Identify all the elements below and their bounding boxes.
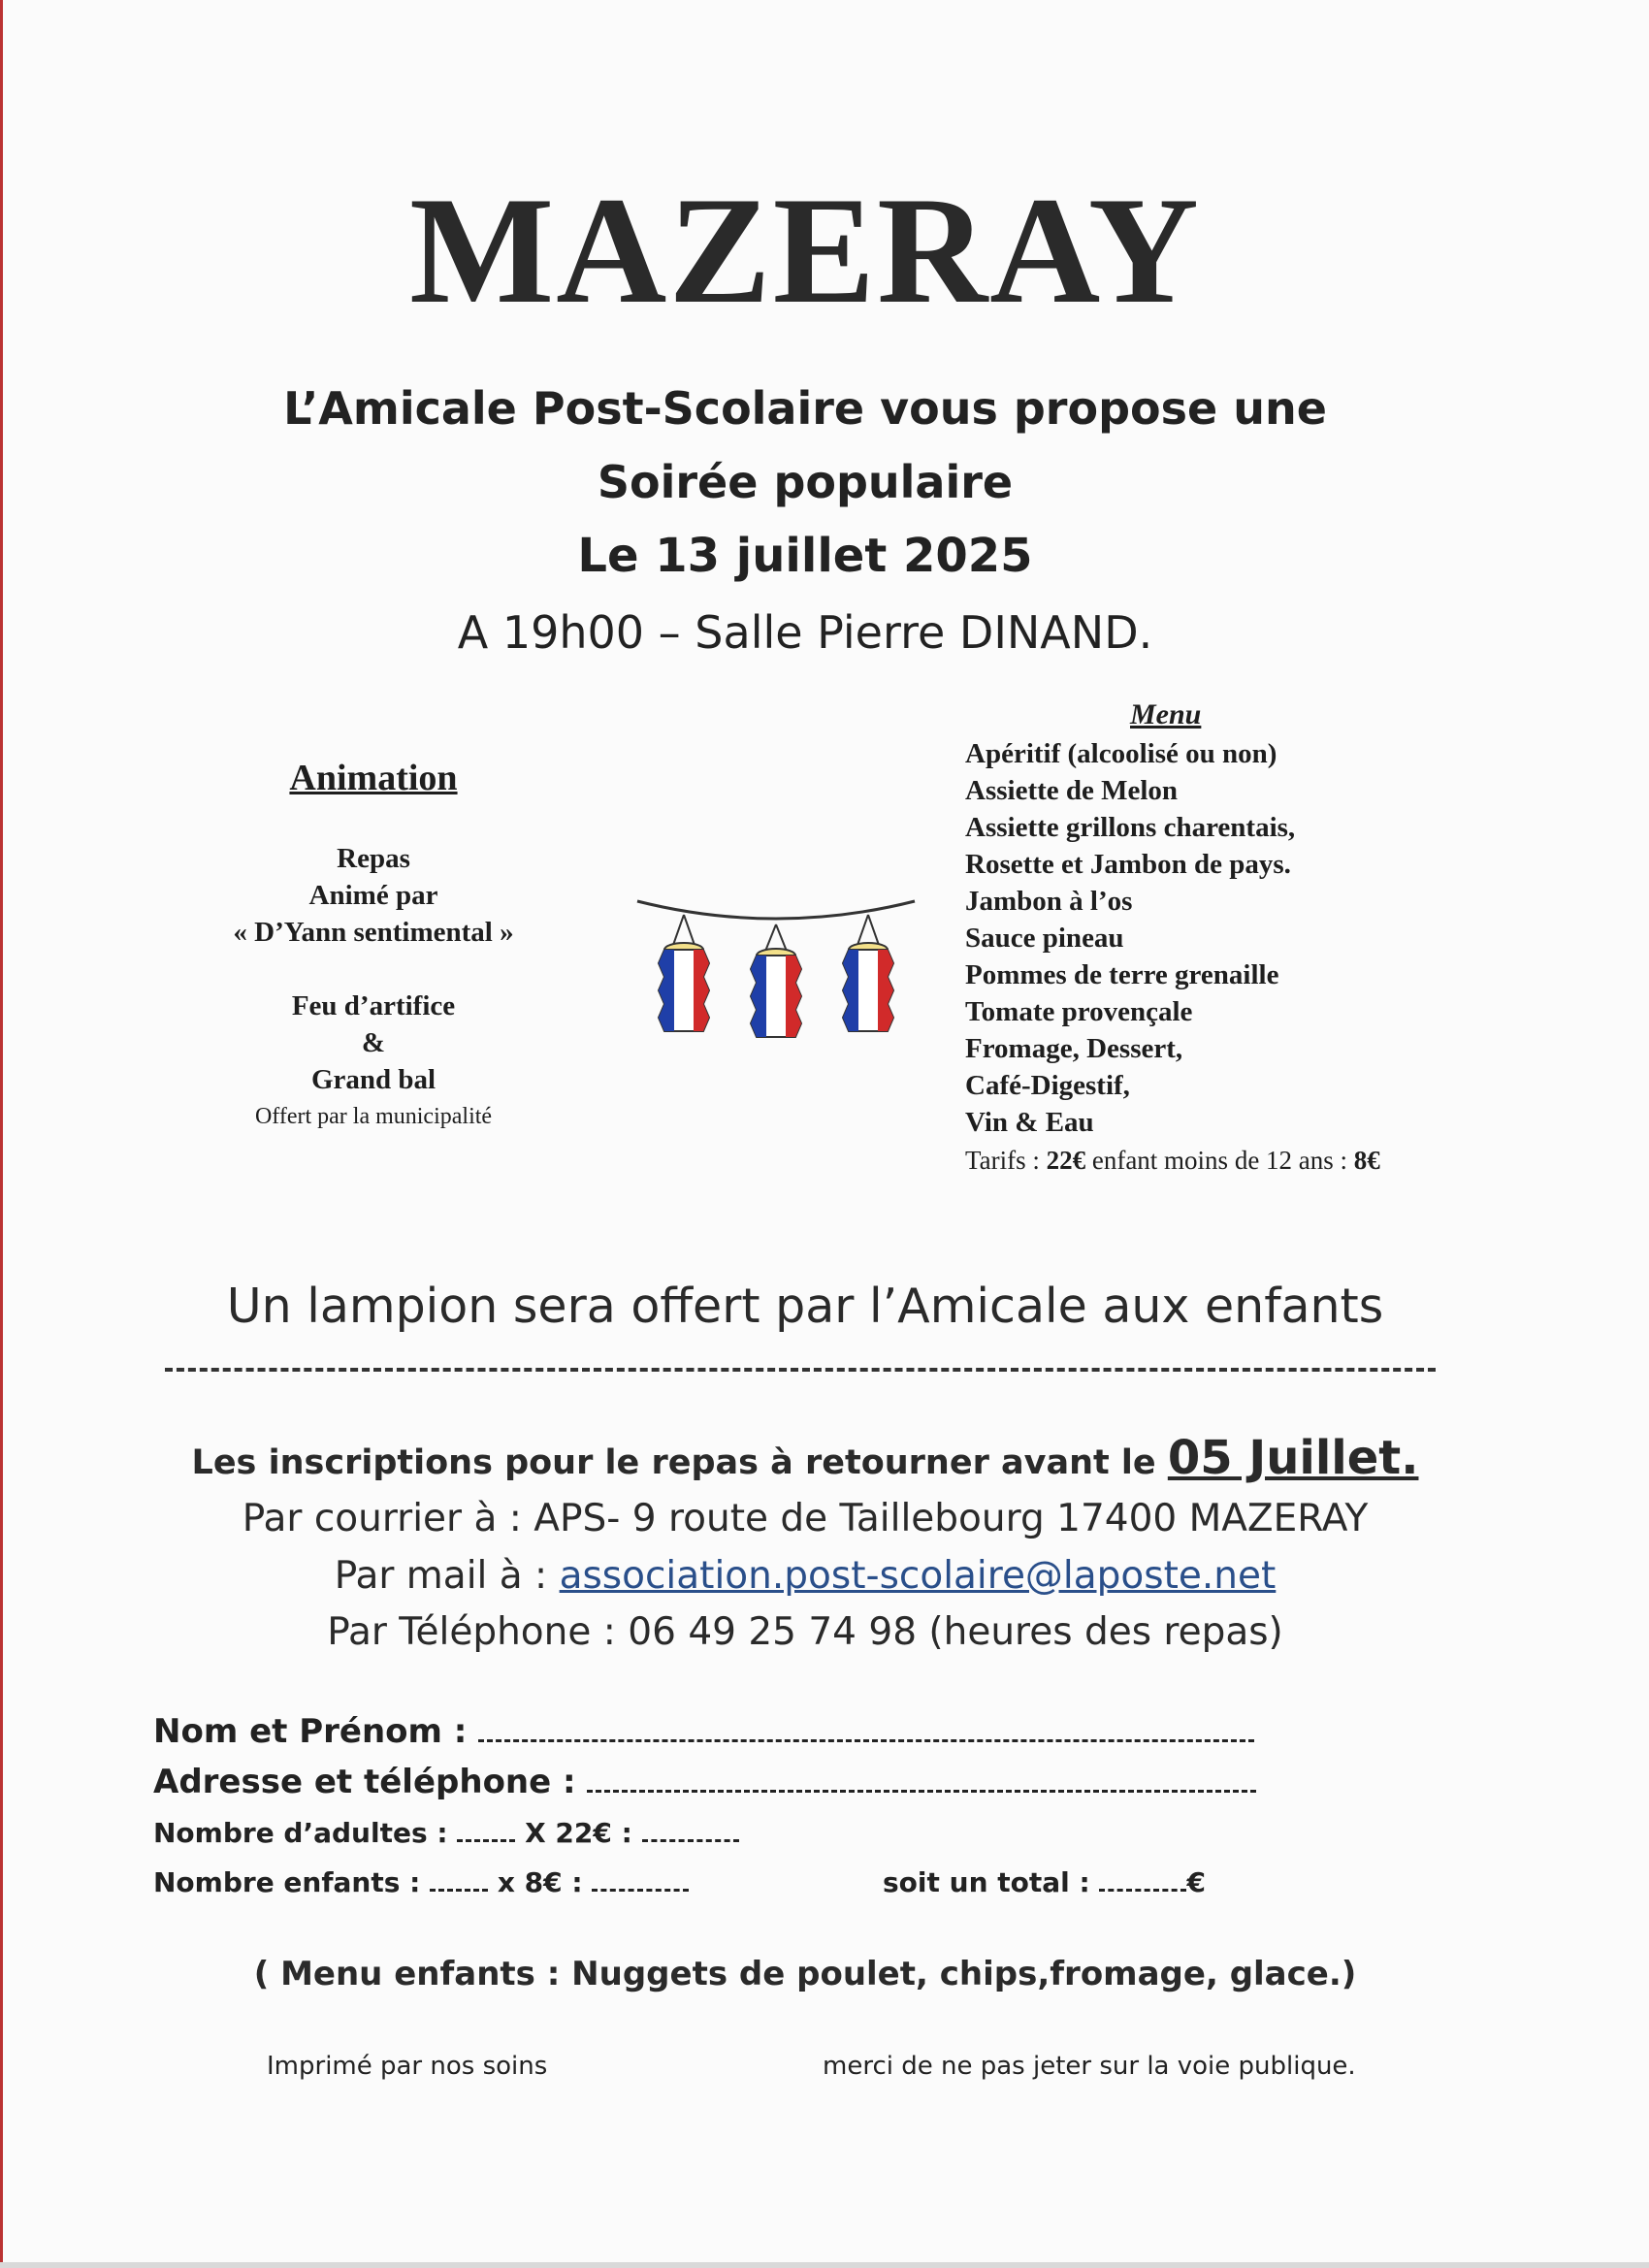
mail-link[interactable]: association.post-scolaire@laposte.net (559, 1554, 1277, 1598)
contact-mail (0, 1554, 1610, 1598)
adults-label: Nombre d’adultes : (153, 1817, 448, 1849)
form-adults-row (153, 1814, 739, 1849)
animation-line: Repas (337, 843, 410, 874)
animation-line: Feu d’artifice (291, 990, 456, 1021)
total-unit: € (1186, 1866, 1206, 1898)
event-time-place: A 19h00 – Salle Pierre DINAND. (457, 606, 1153, 659)
menu-item: Assiette grillons charentais, (965, 812, 1296, 843)
lantern-icon (751, 924, 801, 1037)
kids-price: x 8€ : (497, 1866, 583, 1898)
page-left-edge (0, 0, 3, 2268)
kids-subtotal-field[interactable] (592, 1863, 689, 1892)
animation-heading: Animation (289, 758, 458, 798)
animation-line: & (361, 1027, 386, 1058)
animation-details (189, 840, 558, 1135)
menu-item: Assiette de Melon (965, 775, 1179, 806)
name-field[interactable] (478, 1714, 1254, 1742)
menu-item: Café-Digestif, (965, 1070, 1130, 1101)
lantern-icon (659, 915, 709, 1031)
menu-item: Vin & Eau (965, 1107, 1094, 1138)
total-field[interactable] (1099, 1863, 1186, 1892)
inscriptions-text: Les inscriptions pour le repas à retourner avant le (191, 1443, 1168, 1482)
menu-item: Tomate provençale (965, 996, 1193, 1027)
menu-item: Jambon à l’os (965, 886, 1133, 917)
form-name-row (153, 1712, 1254, 1751)
menu-item: Rosette et Jambon de pays. (965, 849, 1291, 880)
adults-price: X 22€ : (525, 1817, 632, 1849)
form-kids-row (153, 1863, 689, 1898)
header-line-1: L’Amicale Post-Scolaire vous propose une (283, 382, 1327, 435)
footer-litter-note: merci de ne pas jeter sur la voie publique. (823, 2052, 1356, 2081)
adults-subtotal-field[interactable] (642, 1814, 739, 1842)
inscriptions-notice (0, 1431, 1610, 1485)
kids-menu-note: ( Menu enfants : Nuggets de poulet, chips,fromage, glace.) (253, 1955, 1357, 1993)
address-field[interactable] (587, 1765, 1256, 1793)
form-total-row (883, 1863, 1206, 1898)
cut-line (165, 1368, 1436, 1372)
menu-item: Pommes de terre grenaille (965, 959, 1279, 990)
menu-list (965, 735, 1644, 1180)
menu-heading: Menu (1130, 698, 1202, 730)
address-label: Adresse et téléphone : (153, 1763, 576, 1801)
event-date: Le 13 juillet 2025 (577, 529, 1033, 583)
lantern-icon (843, 915, 893, 1031)
animation-line: « D’Yann sentimental » (233, 917, 514, 948)
animation-line: Grand bal (310, 1064, 436, 1095)
tarif-adult: 22€ (1046, 1146, 1086, 1175)
inscriptions-deadline: 05 Juillet. (1167, 1431, 1419, 1485)
page-bottom-edge (0, 2262, 1649, 2268)
animation-note: Offert par la municipalité (254, 1104, 493, 1129)
menu-tarifs (965, 1141, 1644, 1180)
header-line-2: Soirée populaire (597, 456, 1014, 508)
lampion-notice: Un lampion sera offert par l’Amicale aux enfants (226, 1279, 1384, 1334)
footer-printed: Imprimé par nos soins (267, 2052, 548, 2081)
menu-item: Fromage, Dessert, (965, 1033, 1183, 1064)
contact-courrier: Par courrier à : APS- 9 route de Taillebourg 17400 MAZERAY (242, 1497, 1369, 1540)
tarifs-label: Tarifs : (965, 1146, 1047, 1175)
name-label: Nom et Prénom : (153, 1712, 468, 1751)
contact-telephone: Par Téléphone : 06 49 25 74 98 (heures des repas) (327, 1610, 1283, 1654)
form-address-row (153, 1763, 1256, 1801)
kids-label: Nombre enfants : (153, 1866, 421, 1898)
animation-line: Animé par (308, 880, 438, 911)
tarifs-child-label: enfant moins de 12 ans : (1085, 1146, 1354, 1175)
menu-item: Apéritif (alcoolisé ou non) (965, 738, 1277, 769)
lantern-garland-icon (635, 888, 917, 1062)
flyer-title: MAZERAY (409, 166, 1201, 336)
tarif-child: 8€ (1353, 1146, 1380, 1175)
kids-count-field[interactable] (430, 1863, 488, 1892)
mail-label: Par mail à : (334, 1554, 560, 1598)
adults-count-field[interactable] (457, 1814, 515, 1842)
total-label: soit un total : (883, 1866, 1090, 1898)
menu-item: Sauce pineau (965, 923, 1124, 954)
